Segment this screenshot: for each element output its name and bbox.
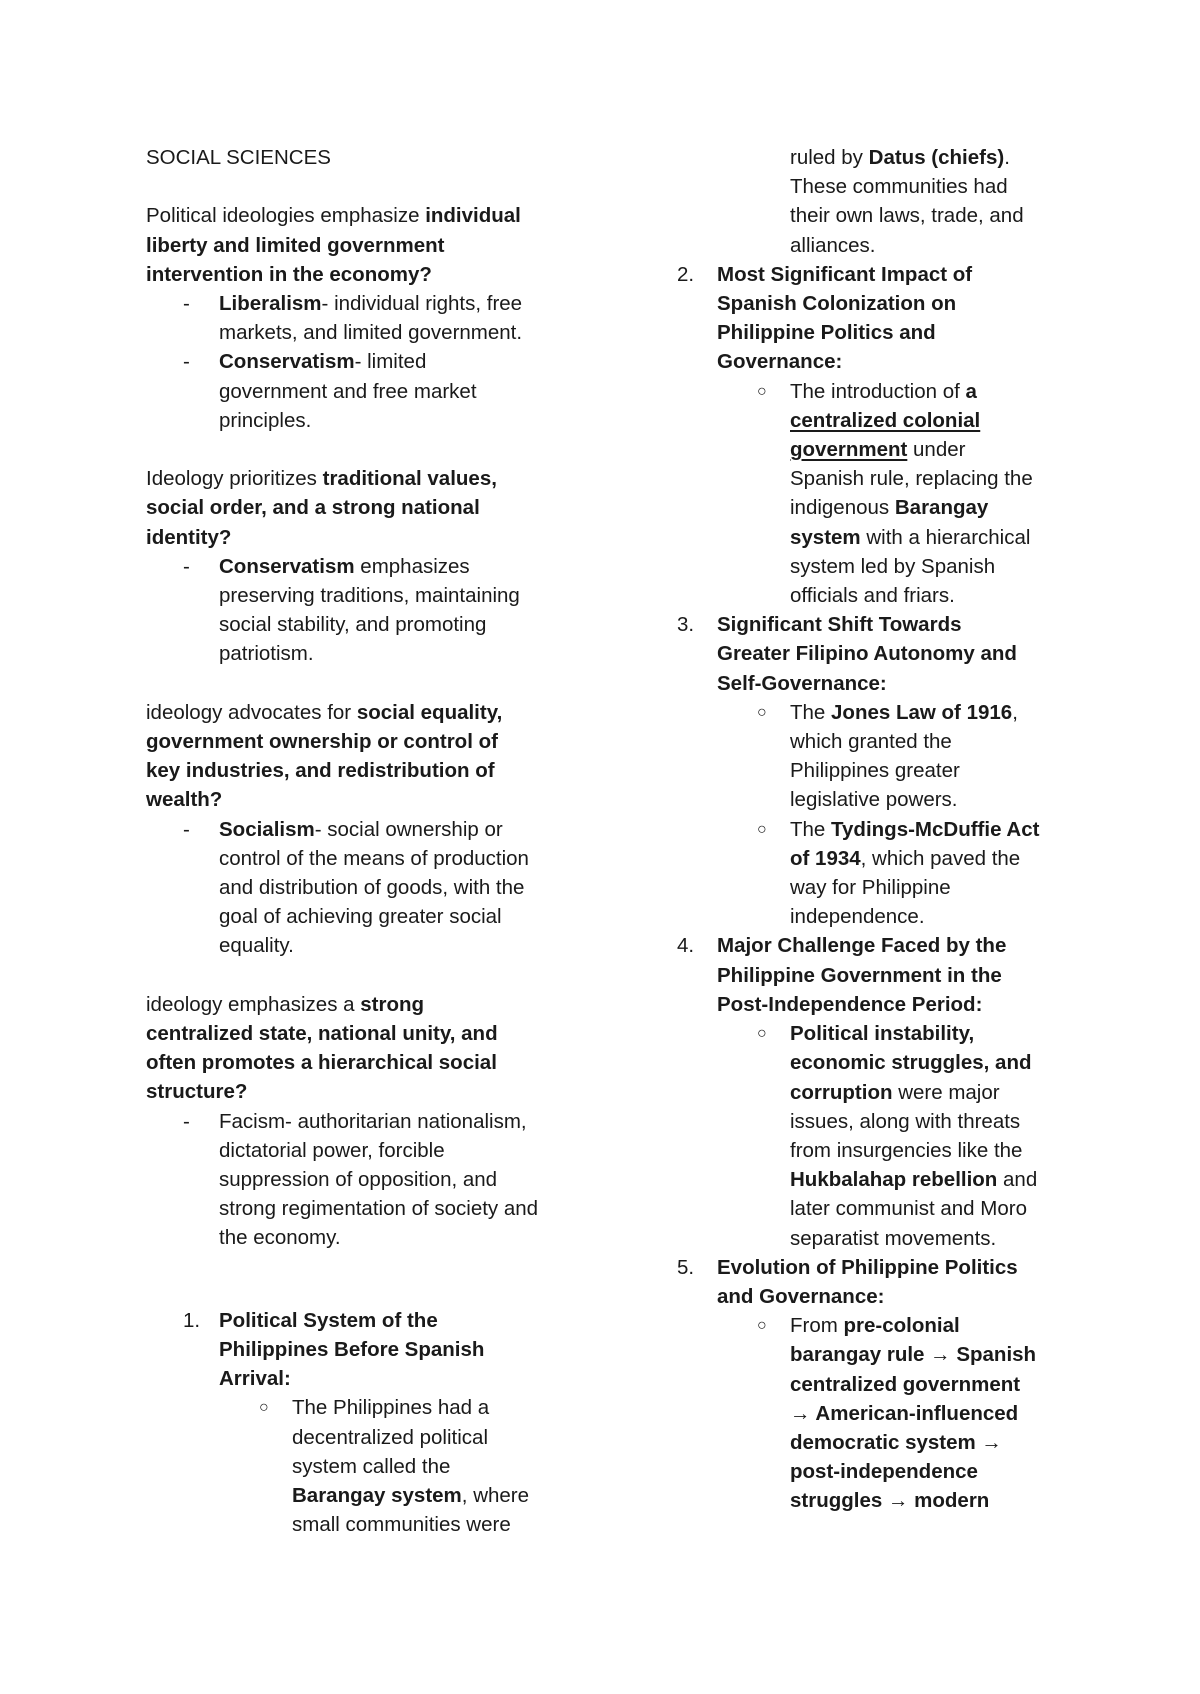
- numbered-item-5: 5. Evolution of Philippine Politics and Governance:: [677, 1253, 1087, 1311]
- question-traditional-values: Ideology prioritizes traditional values, social order, and a strong national identity? - Conservatism emphasizes preserving traditions, maintaining social stability, and promoting patriotism.: [146, 464, 576, 668]
- bullet-tydings-mcduffie: ○ The Tydings-McDuffie Act of 1934, which paved the way for Philippine independence.: [677, 815, 1087, 932]
- bullet-barangay-continued: ruled by Datus (chiefs). These communities had their own laws, trade, and alliances.: [790, 146, 1024, 257]
- answer-liberalism: - Liberalism- individual rights, free markets, and limited government.: [146, 289, 576, 347]
- answer-conservatism-2: - Conservatism emphasizes preserving traditions, maintaining social stability, and promoting patriotism.: [146, 552, 576, 669]
- circle-bullet-icon: ○: [757, 1025, 767, 1043]
- circle-bullet-icon: ○: [757, 382, 767, 400]
- circle-bullet-icon: ○: [757, 820, 767, 838]
- answer-facism: - Facism- authoritarian nationalism, dictatorial power, forcible suppression of opposition, and strong regimentation of society and the economy.: [146, 1107, 576, 1253]
- dash-bullet: -: [183, 350, 190, 374]
- bullet-post-independence: ○ Political instability, economic struggles, and corruption were major issues, along with threats from insurgencies like the Hukbalahap rebellion and later communist and Moro separatist movements.: [677, 1019, 1087, 1253]
- numbered-item-2: 2. Most Significant Impact of Spanish Colonization on Philippine Politics and Governance:: [677, 260, 1087, 377]
- left-column: [146, 143, 576, 1539]
- numbered-item-1: 1. Political System of the Philippines Before Spanish Arrival:: [146, 1306, 576, 1394]
- circle-bullet-icon: ○: [259, 1399, 269, 1417]
- item-number: 4.: [677, 934, 695, 958]
- item-number: 1.: [183, 1308, 201, 1332]
- numbered-item-3: 3. Significant Shift Towards Greater Filipino Autonomy and Self-Governance:: [677, 610, 1087, 698]
- numbered-item-4: 4. Major Challenge Faced by the Philippine Government in the Post-Independence Period:: [677, 931, 1087, 1019]
- dash-bullet: -: [183, 1109, 190, 1133]
- right-column: [677, 143, 1087, 1516]
- circle-bullet-icon: ○: [757, 703, 767, 721]
- item-number: 5.: [677, 1255, 695, 1279]
- bullet-evolution: ○ From pre-colonial barangay rule → Spanish centralized government → American-influenced democratic system → post-independence struggles → modern: [677, 1311, 1087, 1515]
- answer-socialism: - Socialism- social ownership or control of the means of production and distribution of goods, with the goal of achieving greater social equality.: [146, 815, 576, 961]
- item-number: 3.: [677, 613, 695, 637]
- dash-bullet: -: [183, 554, 190, 578]
- answer-conservatism: - Conservatism- limited government and free market principles.: [146, 347, 576, 435]
- bullet-spanish-government: ○ The introduction of a centralized colonial government under Spanish rule, replacing the indigenous Barangay system with a hierarchical system led by Spanish officials and friars.: [677, 377, 1087, 611]
- page-title: SOCIAL SCIENCES: [146, 146, 331, 169]
- question-liberty: Political ideologies emphasize individual liberty and limited government intervention in the economy? - Liberalism- individual rights, free markets, and limited government. - Conservatism- limited government and free market principles.: [146, 201, 576, 435]
- dash-bullet: -: [183, 817, 190, 841]
- question-centralized-state: ideology emphasizes a strong centralized state, national unity, and often promotes a hierarchical social structure? - Facism- authoritarian nationalism, dictatorial power, forcible suppression of opposition, and strong regimentation of society and the economy.: [146, 990, 576, 1253]
- dash-bullet: -: [183, 292, 190, 315]
- bullet-jones-law: ○ The Jones Law of 1916, which granted the Philippines greater legislative powers.: [677, 698, 1087, 815]
- item-number: 2.: [677, 262, 695, 286]
- question-social-equality: ideology advocates for social equality, government ownership or control of key industries, and redistribution of wealth? - Socialism- social ownership or control of the means of production and distribution of goods, with the goal of achieving greater social equality.: [146, 698, 576, 961]
- circle-bullet-icon: ○: [757, 1317, 767, 1335]
- bullet-barangay: ○ The Philippines had a decentralized political system called the Barangay system, where small communities were: [146, 1393, 576, 1539]
